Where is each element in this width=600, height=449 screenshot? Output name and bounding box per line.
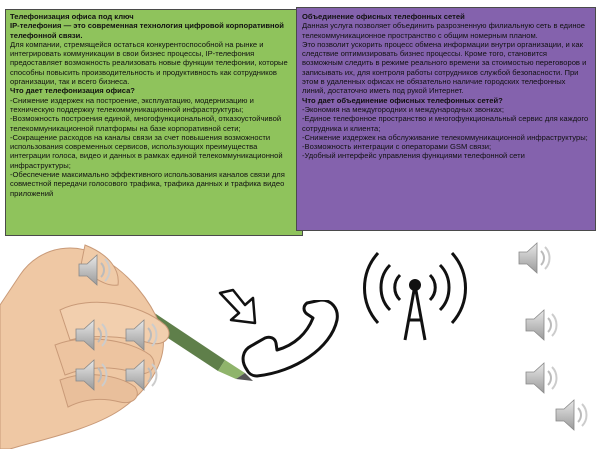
green-panel-paragraph: -Снижение издержек на построение, эксплуатацию, модернизацию и техническую поддержку телекоммуникационной инфраструктуры; (10, 95, 254, 114)
speaker-icon[interactable] (75, 250, 115, 290)
speaker-icon[interactable] (72, 355, 112, 395)
speaker-icon[interactable] (522, 305, 562, 345)
green-panel-paragraph: -Обеспечение максимально эффективного использования каналов связи для совместной передачи голосового трафика, трафика данных и трафика видео приложений (10, 170, 285, 198)
green-panel-paragraph: IP-телефония — это современная технология цифровой корпоративной телефонной связи. (10, 21, 284, 40)
purple-panel-paragraph: -Возможность интеграции с операторами GSM связи; (302, 142, 492, 152)
green-panel-paragraph: -Сокращение расходов на каналы связи за счет повышения возможности использования современных сервисов, использующих преимущества интеграции голоса, видео и данных в рамках единой телекоммуникационной инфраструктуры; (10, 132, 283, 170)
speaker-icon[interactable] (122, 315, 162, 355)
green-panel-paragraph: Телефонизация офиса под ключ (10, 12, 134, 21)
green-panel-paragraph: Что дает телефонизация офиса? (10, 86, 135, 96)
purple-info-panel (296, 7, 596, 231)
purple-panel-paragraph: Это позволит ускорить процесс обмена информации внутри организации, и как следствие оптимизировать бизнес процессы. Кроме того, становится возможным следить в режиме реального времени за стоимостью переговоров и записывать их, для контроля работы сотрудников службой безопасности. При этом в удаленных офисах не обязательно наличие городских телефонных линий, достаточно иметь под рукой Интернет. (302, 39, 587, 96)
purple-panel-paragraph: Данная услуга позволяет объединить разрозненную филиальную сеть в единое телекоммуникационное пространство с общим номерным планом. (302, 21, 585, 40)
speaker-icon[interactable] (515, 238, 555, 278)
green-info-panel (5, 9, 303, 236)
phone-handset-icon (235, 300, 345, 380)
green-panel-paragraph: Для компании, стремящейся остаться конкурентоспособной на рынке и интегрировать коммуникации в свои бизнес процессы, IP-телефония предоставляет возможность реализовать новые функции телефонии, которые способны повысить производительность и продуктивность как сотрудников организации, так и всего бизнеса. (10, 39, 288, 87)
purple-panel-paragraph: Что дает объединение офисных телефонных сетей? (302, 95, 503, 105)
speaker-icon[interactable] (552, 395, 592, 435)
green-panel-paragraph: -Возможность построения единой, многофункциональной, отказоустойчивой телекоммуникационной платформы на базе корпоративной сети; (10, 114, 282, 133)
speaker-icon[interactable] (522, 358, 562, 398)
purple-panel-paragraph: Объединение офисных телефонных сетей (302, 12, 465, 21)
speaker-icon[interactable] (122, 355, 162, 395)
purple-panel-paragraph: -Экономия на междугородних и международных звонках; (302, 104, 504, 114)
antenna-broadcast-icon (360, 235, 470, 345)
purple-panel-paragraph: -Единое телефонное пространство и многофункциональный сервис для каждого сотрудника и клиента; (302, 114, 589, 133)
purple-panel-paragraph: -Удобный интерфейс управления функциями телефонной сети (302, 151, 525, 161)
purple-panel-paragraph: -Снижение издержек на обслуживание телекоммуникационной инфраструктуры; (302, 132, 588, 142)
speaker-icon[interactable] (72, 315, 112, 355)
